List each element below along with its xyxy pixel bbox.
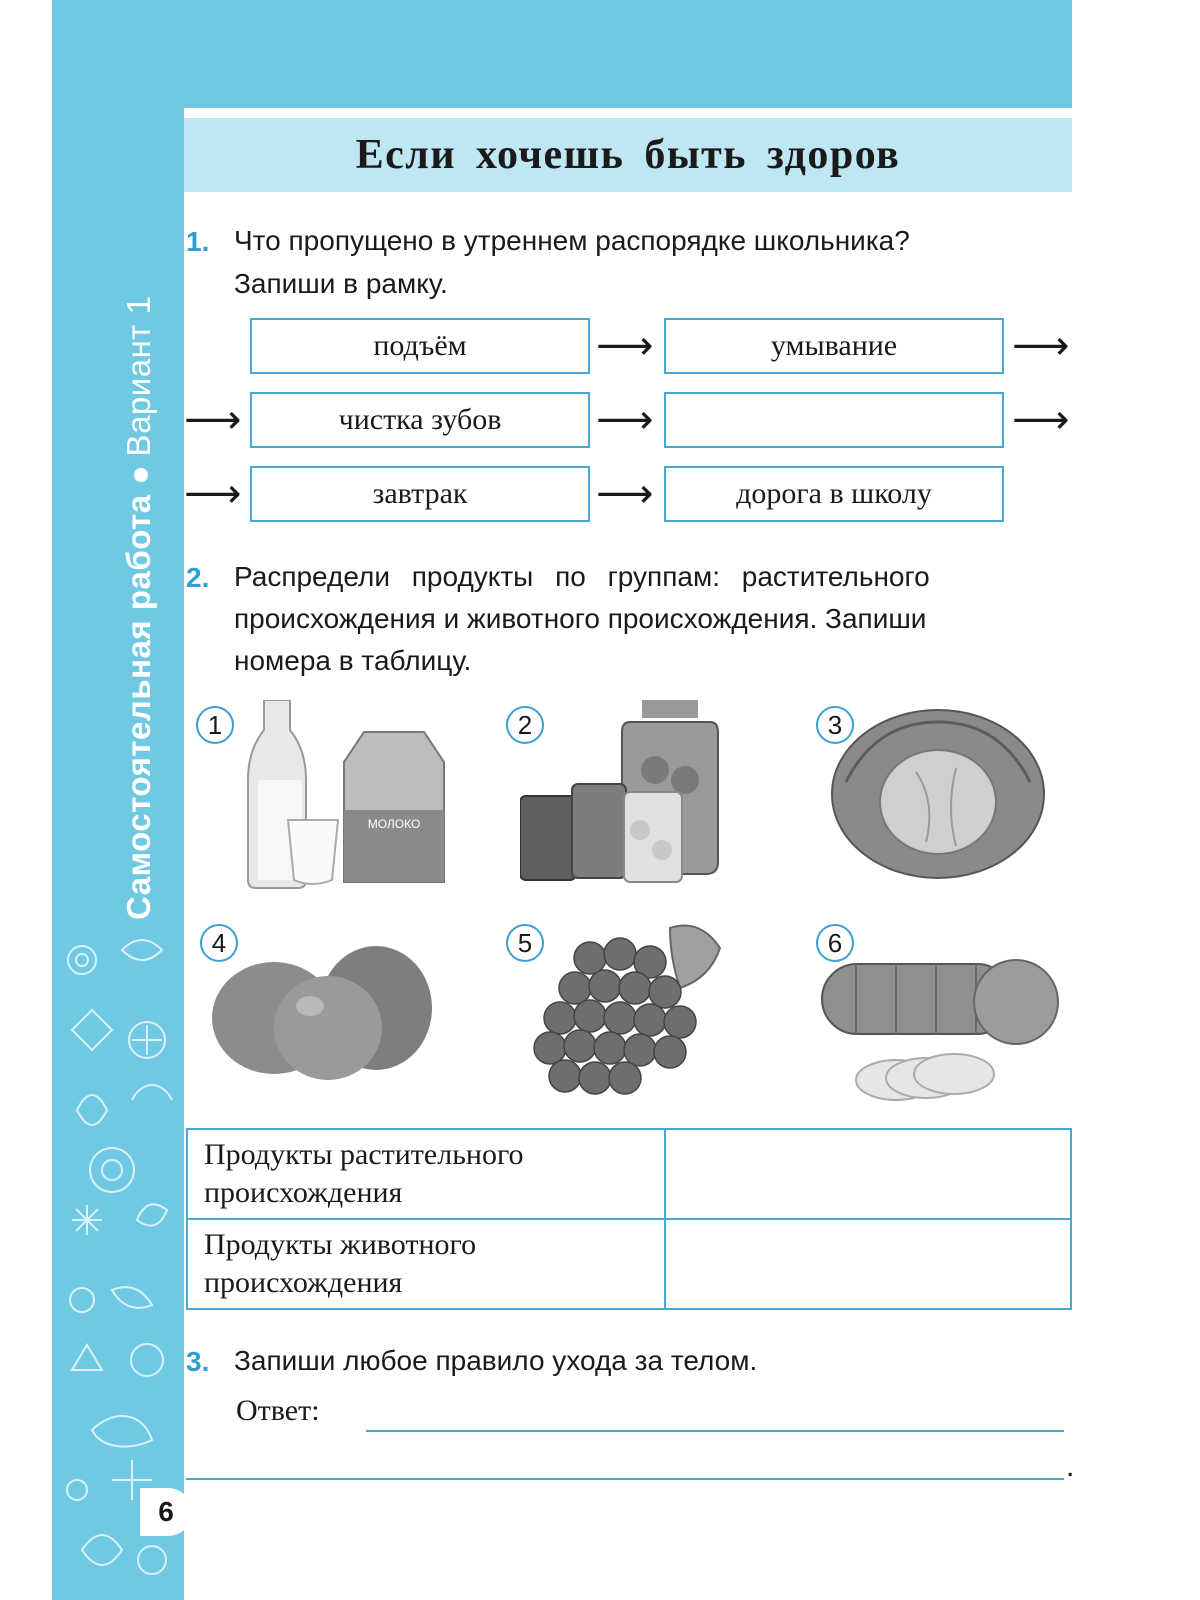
item-number-3: 3	[816, 706, 854, 744]
work-type-label: Самостоятельная работа	[120, 494, 157, 920]
arrow-icon: ⟶	[184, 471, 242, 517]
question-2-text-line3: номера в таблицу.	[234, 645, 472, 676]
bullet-dot	[134, 468, 148, 482]
page-title: Если хочешь быть здоров	[355, 132, 901, 178]
arrow-icon: ⟶	[596, 323, 654, 369]
routine-box-4-empty[interactable]	[664, 392, 1004, 448]
milk-icon	[244, 700, 454, 890]
animal-products-label	[187, 1219, 665, 1309]
answer-line-1[interactable]	[366, 1430, 1064, 1432]
question-3-number: 3.	[186, 1346, 210, 1377]
cabbage-icon	[826, 702, 1050, 882]
question-2-text-line2: происхождения и животного происхождения. Запиши	[234, 603, 927, 634]
routine-box-5: завтрак	[250, 466, 590, 522]
arrow-icon: ⟶	[1012, 323, 1070, 369]
arrow-icon: ⟶	[184, 397, 242, 443]
question-2-text-line1: Распредели продукты по группам: растительного	[234, 561, 930, 592]
answer-period: .	[1066, 1450, 1075, 1483]
item-number-1: 1	[196, 706, 234, 744]
table-label-line: происхождения	[204, 1176, 403, 1209]
arrow-icon: ⟶	[1012, 397, 1070, 443]
grapes-icon	[520, 918, 740, 1108]
question-1-text-line1: Что пропущено в утреннем распорядке школьника?	[234, 225, 910, 256]
routine-box-6: дорога в школу	[664, 466, 1004, 522]
table-label-line: Продукты растительного	[204, 1138, 524, 1171]
routine-box-1: подъём	[250, 318, 590, 374]
table-label-line: происхождения	[204, 1266, 403, 1299]
routine-box-3: чистка зубов	[250, 392, 590, 448]
groups-table	[186, 1128, 1072, 1310]
arrow-icon: ⟶	[596, 397, 654, 443]
question-3-text: Запиши любое правило ухода за телом.	[234, 1345, 758, 1376]
item-number-6: 6	[816, 924, 854, 962]
eggs-icon	[210, 944, 440, 1084]
routine-box-2: умывание	[664, 318, 1004, 374]
answer-line-2[interactable]	[186, 1478, 1064, 1480]
animal-products-answer-cell[interactable]	[665, 1219, 1071, 1309]
header-band	[184, 0, 1072, 108]
sidebar-caption	[120, 296, 158, 920]
plant-products-label	[187, 1129, 665, 1219]
arrow-icon: ⟶	[596, 471, 654, 517]
milk-pack-label: МОЛОКО	[367, 817, 421, 831]
preserves-jars-icon	[520, 700, 740, 890]
page-number: 6	[140, 1488, 192, 1536]
table-row	[187, 1219, 1071, 1309]
question-2-number: 2.	[186, 562, 210, 593]
plant-products-answer-cell[interactable]	[665, 1129, 1071, 1219]
answer-label: Ответ:	[236, 1394, 320, 1427]
item-number-5: 5	[506, 924, 544, 962]
question-1-text-line2: Запиши в рамку.	[234, 268, 448, 299]
sausage-icon	[816, 940, 1066, 1110]
item-number-2: 2	[506, 706, 544, 744]
table-label-line: Продукты животного	[204, 1228, 477, 1261]
variant-label: Вариант 1	[120, 295, 157, 457]
item-number-4: 4	[200, 924, 238, 962]
question-1-number: 1.	[186, 226, 210, 257]
table-row	[187, 1129, 1071, 1219]
